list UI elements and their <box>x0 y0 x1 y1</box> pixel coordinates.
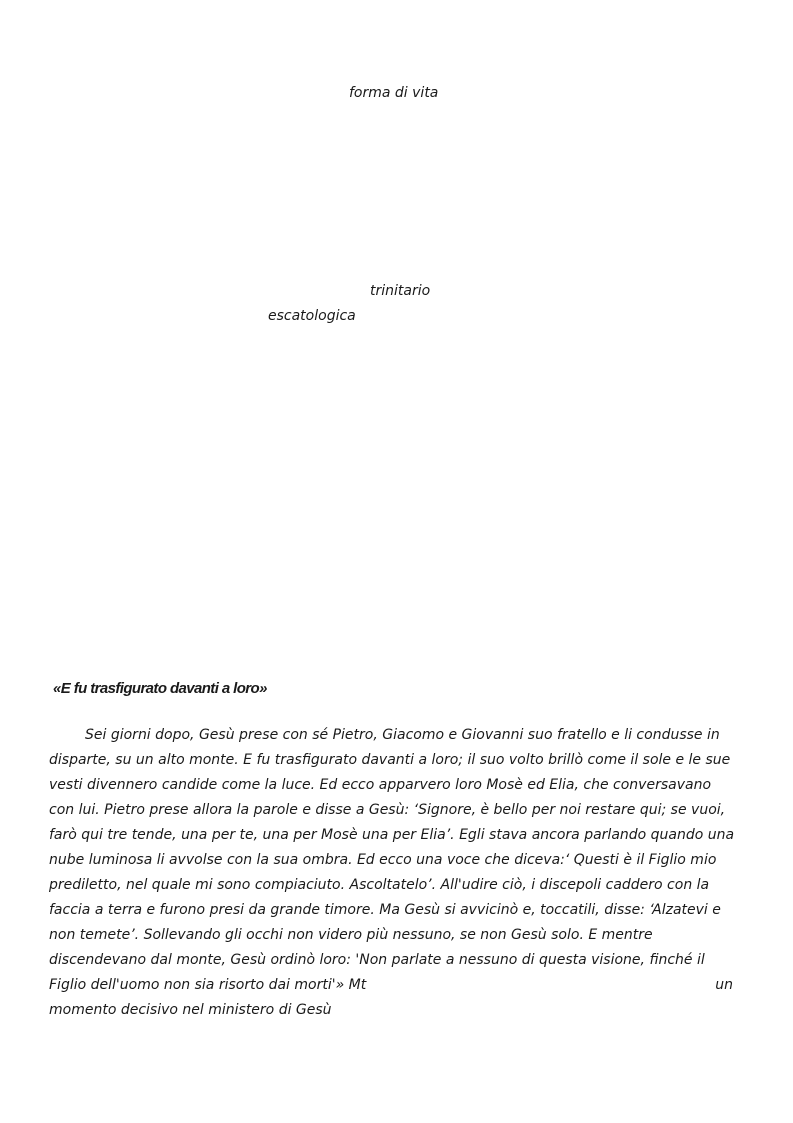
body-line-11-left: Figlio dell'uomo non sia risorto dai morti'» Mt <box>49 977 367 993</box>
body-line: disparte, su un alto monte. E fu trasfigurato davanti a loro; il suo volto brillò come il sole e le sue <box>49 752 731 768</box>
body-line: con lui. Pietro prese allora la parole e disse a Gesù: ‘Signore, è bello per noi restare qui; se vuoi, <box>49 802 726 818</box>
body-line: farò qui tre tende, una per te, una per Mosè una per Elia’. Egli stava ancora parlando quando una <box>49 827 735 843</box>
body-paragraph <box>49 725 739 1025</box>
body-line: nube luminosa li avvolse con la sua ombra. Ed ecco una voce che diceva:‘ Questi è il Figlio mio <box>49 852 717 868</box>
section-heading: «E fu trasfigurato davanti a loro» <box>53 680 267 697</box>
body-line: non temete’. Sollevando gli occhi non videro più nessuno, se non Gesù solo. E mentre <box>49 927 653 943</box>
body-line: faccia a terra e furono presi da grande timore. Ma Gesù si avvicinò e, toccatili, disse: ‘Alzatevi e <box>49 902 721 918</box>
body-line: momento decisivo nel ministero di Gesù <box>49 1002 332 1018</box>
body-line: prediletto, nel quale mi sono compiaciuto. Ascoltatelo’. All'udire ciò, i discepoli caddero con la <box>49 877 710 893</box>
body-line: Sei giorni dopo, Gesù prese con sé Pietro, Giacomo e Giovanni suo fratello e li condusse in <box>85 727 720 743</box>
body-line: vesti divennero candide come la luce. Ed ecco apparvero loro Mosè ed Elia, che conversavano <box>49 777 712 793</box>
fragment-forma-di-vita: forma di vita <box>349 85 439 101</box>
body-line-11-right: un <box>715 977 733 993</box>
body-line-11 <box>49 975 739 1000</box>
fragment-trinitario: trinitario <box>370 283 431 299</box>
body-line: discendevano dal monte, Gesù ordinò loro: 'Non parlate a nessuno di questa visione, finché il <box>49 952 705 968</box>
fragment-escatologica: escatologica <box>268 308 356 324</box>
